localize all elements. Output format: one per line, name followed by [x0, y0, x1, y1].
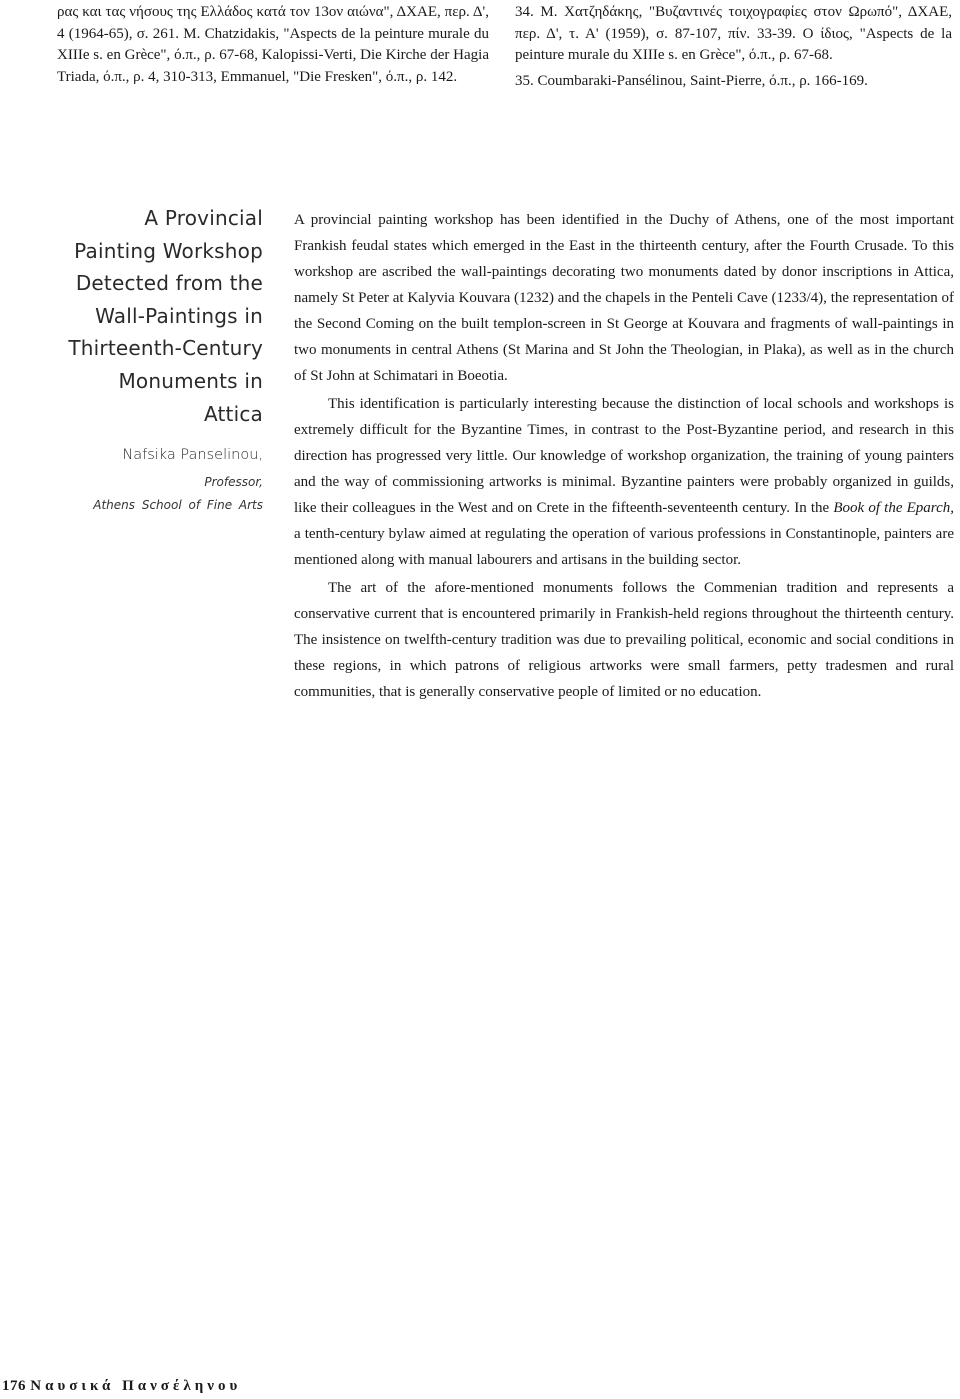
footnotes-right-column [515, 2, 952, 92]
article-body [294, 207, 954, 707]
running-head: Ναυσικά Πανσέληνου [30, 1378, 242, 1394]
page-footer [2, 1378, 241, 1395]
body-paragraph-2-part-a: This identification is particularly interesting because the distinction of local schools and workshops is extremely difficult for the Byzantine Times, in contrast to the Post-Byzantine period, and research in this direction has progressed very little. Our knowledge of workshop organization, the training of young painters and the way of commissioning artworks is minimal. Byzantine painters were probably organized in guilds, like their colleagues in the West and on Crete in the fifteenth-seventeenth century. In the [294, 396, 954, 516]
article-title-block [60, 202, 263, 515]
footnote-34: 34. Μ. Χατζηδάκης, "Βυζαντινές τοιχογραφίες στον Ωρωπό", ΔΧΑΕ, περ. Δ', τ. Α' (1959), σ. 87-107, πίν. 33-39. Ο ίδιος, "Aspects de la peinture murale du XIIIe s. en Grèce", ό.π., ρ. 67-68. [515, 4, 952, 63]
article-title: A Provincial Painting Workshop Detected from the Wall-Paintings in Thirteenth-Century Monuments in Attica [68, 206, 263, 426]
author-name: Nafsika Panselinou, [122, 447, 263, 464]
footnote-35: 35. Coumbaraki-Pansélinou, Saint-Pierre, ό.π., ρ. 166-169. [515, 72, 868, 89]
footnotes-left-column [57, 2, 489, 88]
body-paragraph-1: A provincial painting workshop has been identified in the Duchy of Athens, one of the most important Frankish feudal states which emerged in the East in the thirteenth century, after the Fourth Crusade. To this workshop are ascribed the wall-paintings decorating two monuments dated by donor inscriptions in Attica, namely St Peter at Kalyvia Kouvara (1232) and the chapels in the Penteli Cave (1233/4), the representation of the Second Coming on the built templon-screen in St George at Kouvara and fragments of wall-paintings in two monuments in central Athens (St Marina and St John the Theologian, in Plaka), as well as in the church of St John at Schimatari in Boeotia. [294, 212, 954, 384]
body-paragraph-2-part-b: a tenth-century bylaw aimed at regulating the operation of various professions in Constantinople, painters are mentioned along with manual labourers and artisans in the building sector. [294, 526, 954, 568]
body-paragraph-2 [294, 391, 954, 573]
page-number: 176 [2, 1378, 26, 1394]
author-affiliation: Athens School of Fine Arts [93, 498, 263, 513]
book-title: Book of the Eparch, [833, 500, 954, 516]
author-role: Professor, [204, 475, 263, 490]
footnote-continuation: ρας και τας νήσους της Ελλάδος κατά τον 13ον αιώνα", ΔΧΑΕ, περ. Δ', 4 (1964-65), σ. 261. Μ. Chatzidakis, "Aspects de la peinture murale du XIIIe s. en Grèce", ό.π., ρ. 67-68, Kalopissi-Verti, Die Kirche der Hagia Triada, ό.π., ρ. 4, 310-313, Emmanuel, "Die Fresken", ό.π., ρ. 142. [57, 4, 489, 85]
body-paragraph-3: The art of the afore-mentioned monuments follows the Commenian tradition and represents a conservative current that is encountered primarily in Frankish-held regions throughout the thirteenth century. The insistence on twelfth-century tradition was due to prevailing political, economic and social conditions in these regions, in which patrons of religious artworks were small farmers, petty tradesmen and rural communities, that is generally conservative people of limited or no education. [294, 580, 954, 700]
